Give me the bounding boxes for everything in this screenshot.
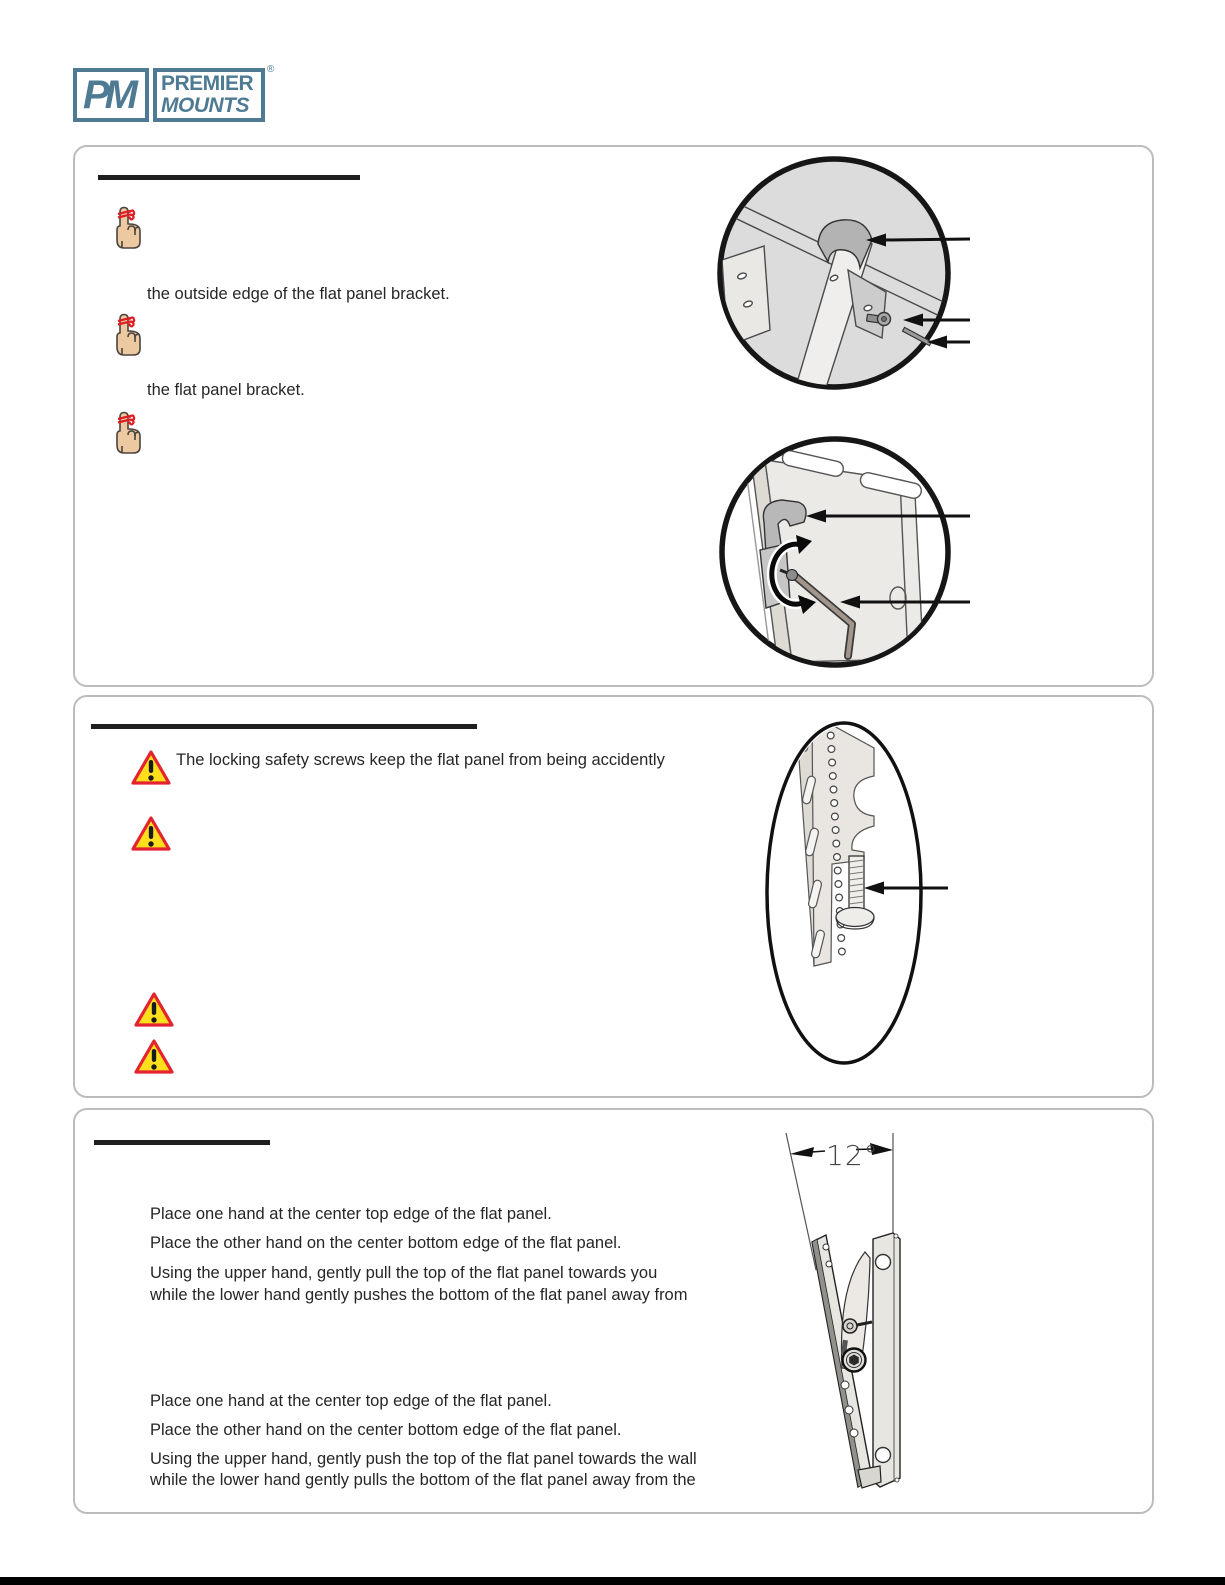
premier-mounts-logo	[73, 64, 275, 122]
tilt-in-line2: Place the other hand on the center bottom edge of the flat panel.	[150, 1421, 622, 1439]
logo-monogram: PM	[83, 72, 133, 117]
reminder-finger-icon	[112, 409, 144, 456]
warning-triangle-icon	[130, 749, 172, 787]
tilt-in-line4: while the lower hand gently pulls the bottom of the flat panel away from the	[150, 1471, 696, 1489]
warning-triangle-icon	[133, 991, 175, 1029]
wall-plate	[873, 1233, 900, 1487]
registered-trademark: ®	[267, 64, 275, 75]
reminder-finger-icon	[112, 204, 144, 251]
reminder-finger-icon	[112, 311, 144, 358]
pivot-bolt	[843, 1349, 866, 1372]
section-heading-rule	[91, 724, 477, 729]
angle-label: 12°	[826, 1139, 879, 1172]
page-footer-bar	[0, 1577, 1225, 1585]
section-heading-rule	[94, 1140, 270, 1145]
hex-wrench-detail-diagram	[702, 430, 978, 678]
logo-name-line1: PREMIER	[161, 72, 254, 95]
tilt-in-line1: Place one hand at the center top edge of the flat panel.	[150, 1392, 552, 1410]
warning-triangle-icon	[130, 815, 172, 853]
logo-name-box	[153, 68, 265, 122]
warning-triangle-icon	[133, 1038, 175, 1076]
tilt-out-line1: Place one hand at the center top edge of the flat panel.	[150, 1205, 552, 1223]
section-attach-box	[73, 145, 1154, 687]
tilt-angle-diagram	[770, 1118, 1100, 1500]
tilt-out-line2: Place the other hand on the center bottom edge of the flat panel.	[150, 1234, 622, 1252]
logo-monogram-box	[73, 68, 149, 122]
locking-screw-detail-diagram	[752, 706, 977, 1078]
lock-warning-line1: The locking safety screws keep the flat panel from being accidently	[176, 751, 665, 769]
logo-name-line2: MOUNTS	[161, 94, 249, 117]
hook-clip-detail-diagram	[700, 148, 978, 400]
tilt-out-line3: Using the upper hand, gently pull the top of the flat panel towards you	[150, 1264, 658, 1282]
tilt-in-line3: Using the upper hand, gently push the top of the flat panel towards the wall	[150, 1450, 697, 1468]
section-heading-rule	[98, 175, 360, 180]
tilt-out-line4: while the lower hand gently pushes the bottom of the flat panel away from	[150, 1286, 688, 1304]
attach-note-line1: the outside edge of the flat panel bracket.	[147, 285, 450, 303]
angle-dimension	[790, 1139, 893, 1172]
attach-note-line2: the flat panel bracket.	[147, 381, 305, 399]
